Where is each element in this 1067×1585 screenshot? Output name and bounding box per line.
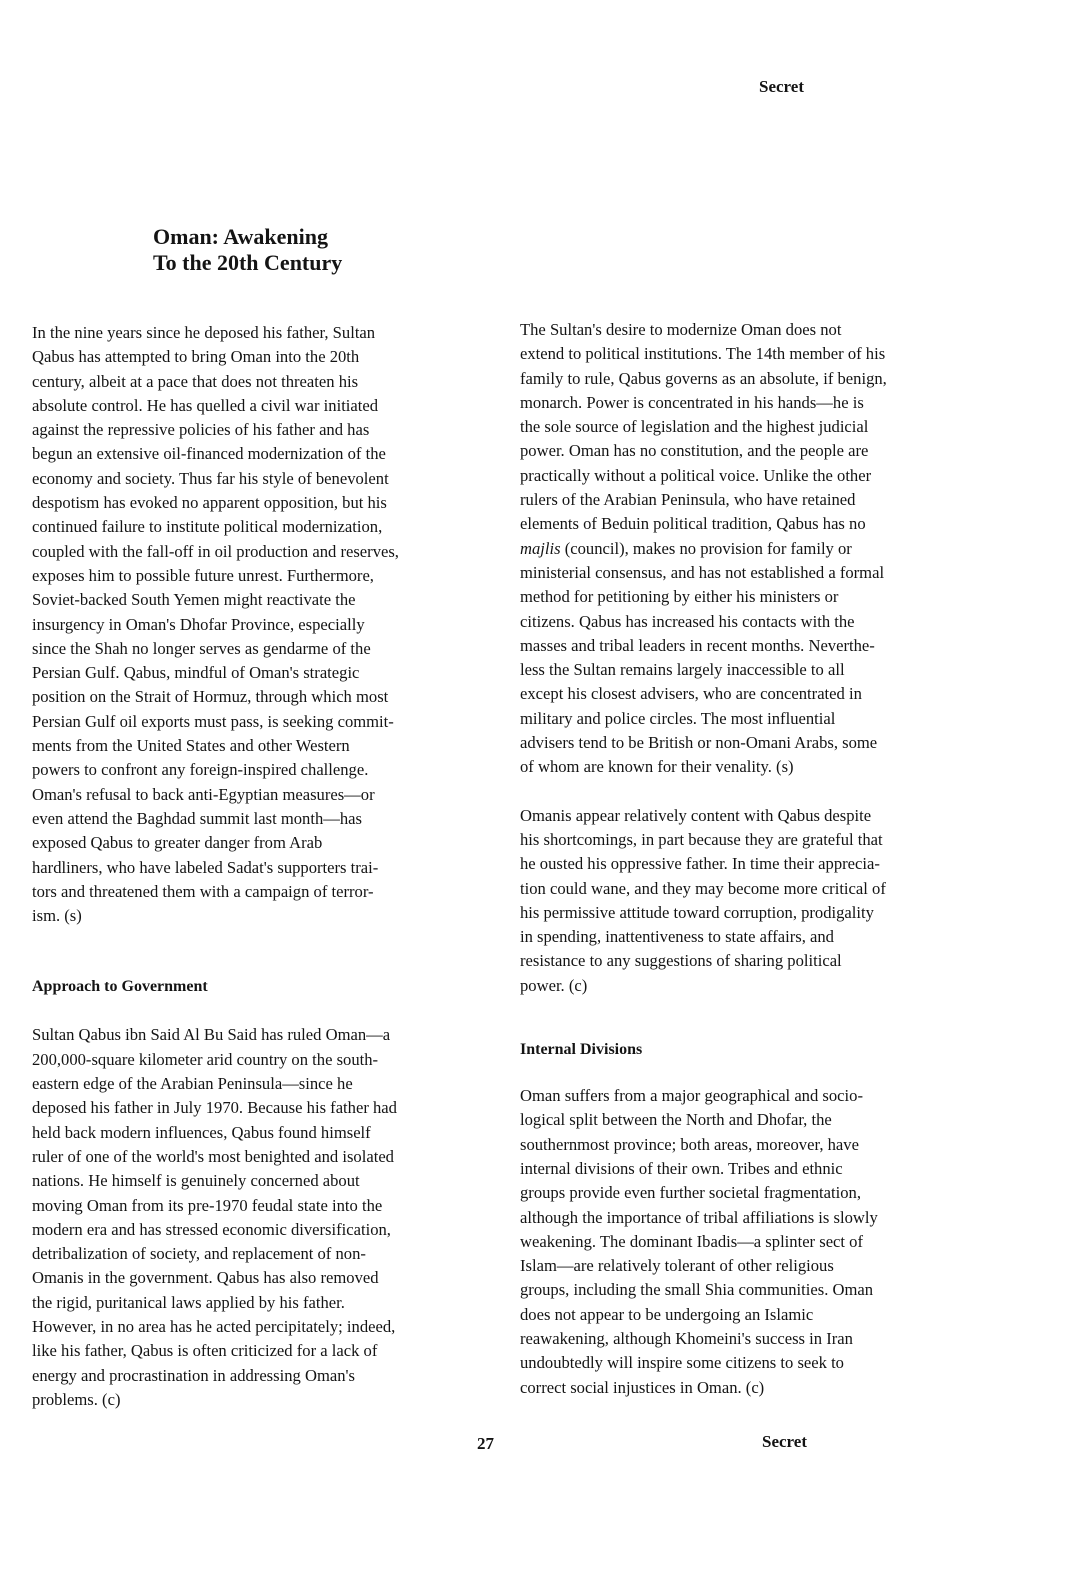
text-line: extend to political institutions. The 14th member of his (520, 344, 886, 364)
text-line: of whom are known for their venality. (s) (520, 757, 794, 777)
text-line: like his father, Qabus is often criticized for a lack of (32, 1341, 378, 1361)
text-line: his permissive attitude toward corruption, prodigality (520, 902, 874, 922)
classification-marking-top: Secret (759, 77, 804, 96)
text-line: citizens. Qabus has increased his contacts with the (520, 611, 855, 631)
text-line: power. (c) (520, 975, 588, 995)
text-line: Qabus has attempted to bring Oman into the 20th (32, 347, 360, 367)
text-line: Oman suffers from a major geographical and socio- (520, 1086, 863, 1106)
text-line: powers to confront any foreign-inspired challenge. (32, 760, 369, 780)
text-line: ments from the United States and other Western (32, 736, 350, 756)
text-line: exposed Qabus to greater danger from Arab (32, 833, 323, 853)
text-line: undoubtedly will inspire some citizens to seek to (520, 1353, 844, 1373)
text-line: century, albeit at a pace that does not threaten his (32, 371, 359, 391)
text-line: modern era and has stressed economic diversification, (32, 1219, 391, 1239)
text-line: begun an extensive oil-financed modernization of the (32, 444, 386, 464)
text-line: military and police circles. The most influential (520, 708, 836, 728)
text-line: economy and society. Thus far his style of benevolent (32, 468, 389, 488)
text-line: less the Sultan remains largely inaccessible to all (520, 660, 845, 680)
text-line: he ousted his oppressive father. In time their apprecia- (520, 854, 880, 874)
text-line: practically without a political voice. Unlike the other (520, 465, 872, 485)
text-line: insurgency in Oman's Dhofar Province, especially (32, 614, 365, 634)
text-line: nations. He himself is genuinely concerned about (32, 1171, 360, 1191)
text-line: family to rule, Qabus governs as an absolute, if benign, (520, 368, 887, 388)
text-line: 200,000-square kilometer arid country on the south- (32, 1049, 379, 1069)
text-line: even attend the Baghdad summit last month—has (32, 808, 362, 828)
text-line: groups, including the small Shia communities. Oman (520, 1280, 874, 1300)
text-line: energy and procrastination in addressing Oman's (32, 1365, 355, 1385)
approach-paragraph (32, 1023, 497, 1412)
text-line: reawakening, although Khomeini's success in Iran (520, 1328, 853, 1348)
text-line: coupled with the fall-off in oil production and reserves, (32, 541, 399, 561)
text-line: The Sultan's desire to modernize Oman does not (520, 320, 842, 339)
text-line: weakening. The dominant Ibadis—a splinter sect of (520, 1231, 863, 1251)
text-line: except his closest advisers, who are concentrated in (520, 684, 862, 704)
page-number: 27 (477, 1434, 494, 1453)
text-line: logical split between the North and Dhofar, the (520, 1110, 832, 1130)
text-line: masses and tribal leaders in recent months. Neverthe- (520, 635, 875, 655)
text-line: Persian Gulf oil exports must pass, is seeking commit- (32, 711, 394, 731)
section-heading-internal: Internal Divisions (520, 1041, 643, 1059)
text-line: despotism has evoked no apparent opposition, but his (32, 493, 387, 513)
modernize-paragraph (520, 318, 990, 780)
document-title (153, 224, 342, 276)
text-line: majlis (council), makes no provision for family or (520, 538, 852, 558)
text-line: ministerial consensus, and has not established a formal (520, 562, 885, 582)
text-line: continued failure to institute political modernization, (32, 517, 383, 537)
title-line-1: Oman: Awakening (153, 224, 329, 249)
text-line: advisers tend to be British or non-Omani Arabs, some (520, 733, 878, 753)
text-line: power. Oman has no constitution, and the people are (520, 441, 869, 461)
text-line: elements of Beduin political tradition, Qabus has no (520, 514, 866, 534)
text-line: method for petitioning by either his ministers or (520, 587, 839, 607)
text-line: Islam—are relatively tolerant of other religious (520, 1256, 834, 1276)
text-line: Soviet-backed South Yemen might reactivate the (32, 590, 356, 610)
intro-paragraph (32, 321, 497, 928)
text-line: Persian Gulf. Qabus, mindful of Oman's strategic (32, 663, 360, 683)
text-line: Omanis appear relatively content with Qabus despite (520, 805, 872, 825)
text-line: groups provide even further societal fragmentation, (520, 1183, 861, 1203)
text-line: detribalization of society, and replacement of non- (32, 1244, 366, 1264)
text-line: the sole source of legislation and the highest judicial (520, 417, 869, 437)
title-line-2: To the 20th Century (153, 250, 343, 275)
text-line: his shortcomings, in part because they are grateful that (520, 829, 883, 849)
text-line: does not appear to be undergoing an Islamic (520, 1304, 814, 1324)
classification-marking-bottom: Secret (762, 1432, 807, 1451)
text-line: Omanis in the government. Qabus has also removed (32, 1268, 379, 1288)
text-line: monarch. Power is concentrated in his hands—he is (520, 392, 864, 412)
text-line: internal divisions of their own. Tribes and ethnic (520, 1158, 843, 1178)
text-line: tion could wane, and they may become more critical of (520, 878, 886, 898)
text-line: ruler of one of the world's most benighted and isolated (32, 1146, 394, 1166)
left-column (32, 321, 497, 1412)
text-line: eastern edge of the Arabian Peninsula—since he (32, 1074, 353, 1094)
text-line: exposes him to possible future unrest. Furthermore, (32, 565, 374, 585)
text-line: ism. (s) (32, 906, 82, 926)
text-line: position on the Strait of Hormuz, through which most (32, 687, 389, 707)
internal-paragraph (520, 1084, 990, 1400)
text-line: since the Shah no longer serves as gendarme of the (32, 638, 371, 658)
text-line: moving Oman from its pre-1970 feudal state into the (32, 1195, 383, 1215)
text-line: absolute control. He has quelled a civil war initiated (32, 395, 379, 415)
text-line: hardliners, who have labeled Sadat's supporters trai- (32, 857, 379, 877)
text-line: problems. (c) (32, 1389, 121, 1409)
text-line: in spending, inattentiveness to state affairs, and (520, 927, 834, 947)
text-line: deposed his father in July 1970. Because his father had (32, 1098, 397, 1118)
text-line: correct social injustices in Oman. (c) (520, 1377, 765, 1397)
text-line: However, in no area has he acted percipitately; indeed, (32, 1316, 396, 1336)
content-paragraph (520, 804, 990, 998)
text-line: In the nine years since he deposed his father, Sultan (32, 323, 376, 342)
text-line: tors and threatened them with a campaign of terror- (32, 881, 374, 901)
text-line: rulers of the Arabian Peninsula, who have retained (520, 490, 856, 510)
text-line: Oman's refusal to back anti-Egyptian measures—or (32, 784, 375, 804)
text-line: against the repressive policies of his father and has (32, 420, 370, 440)
right-column (520, 318, 990, 1400)
text-line: resistance to any suggestions of sharing political (520, 951, 842, 971)
text-line: the rigid, puritanical laws applied by his father. (32, 1292, 345, 1312)
text-line: southernmost province; both areas, moreover, have (520, 1134, 859, 1154)
text-line: held back modern influences, Qabus found himself (32, 1122, 371, 1142)
section-heading-approach: Approach to Government (32, 978, 208, 996)
text-line: although the importance of tribal affiliations is slowly (520, 1207, 878, 1227)
text-line: Sultan Qabus ibn Said Al Bu Said has ruled Oman—a (32, 1025, 391, 1045)
